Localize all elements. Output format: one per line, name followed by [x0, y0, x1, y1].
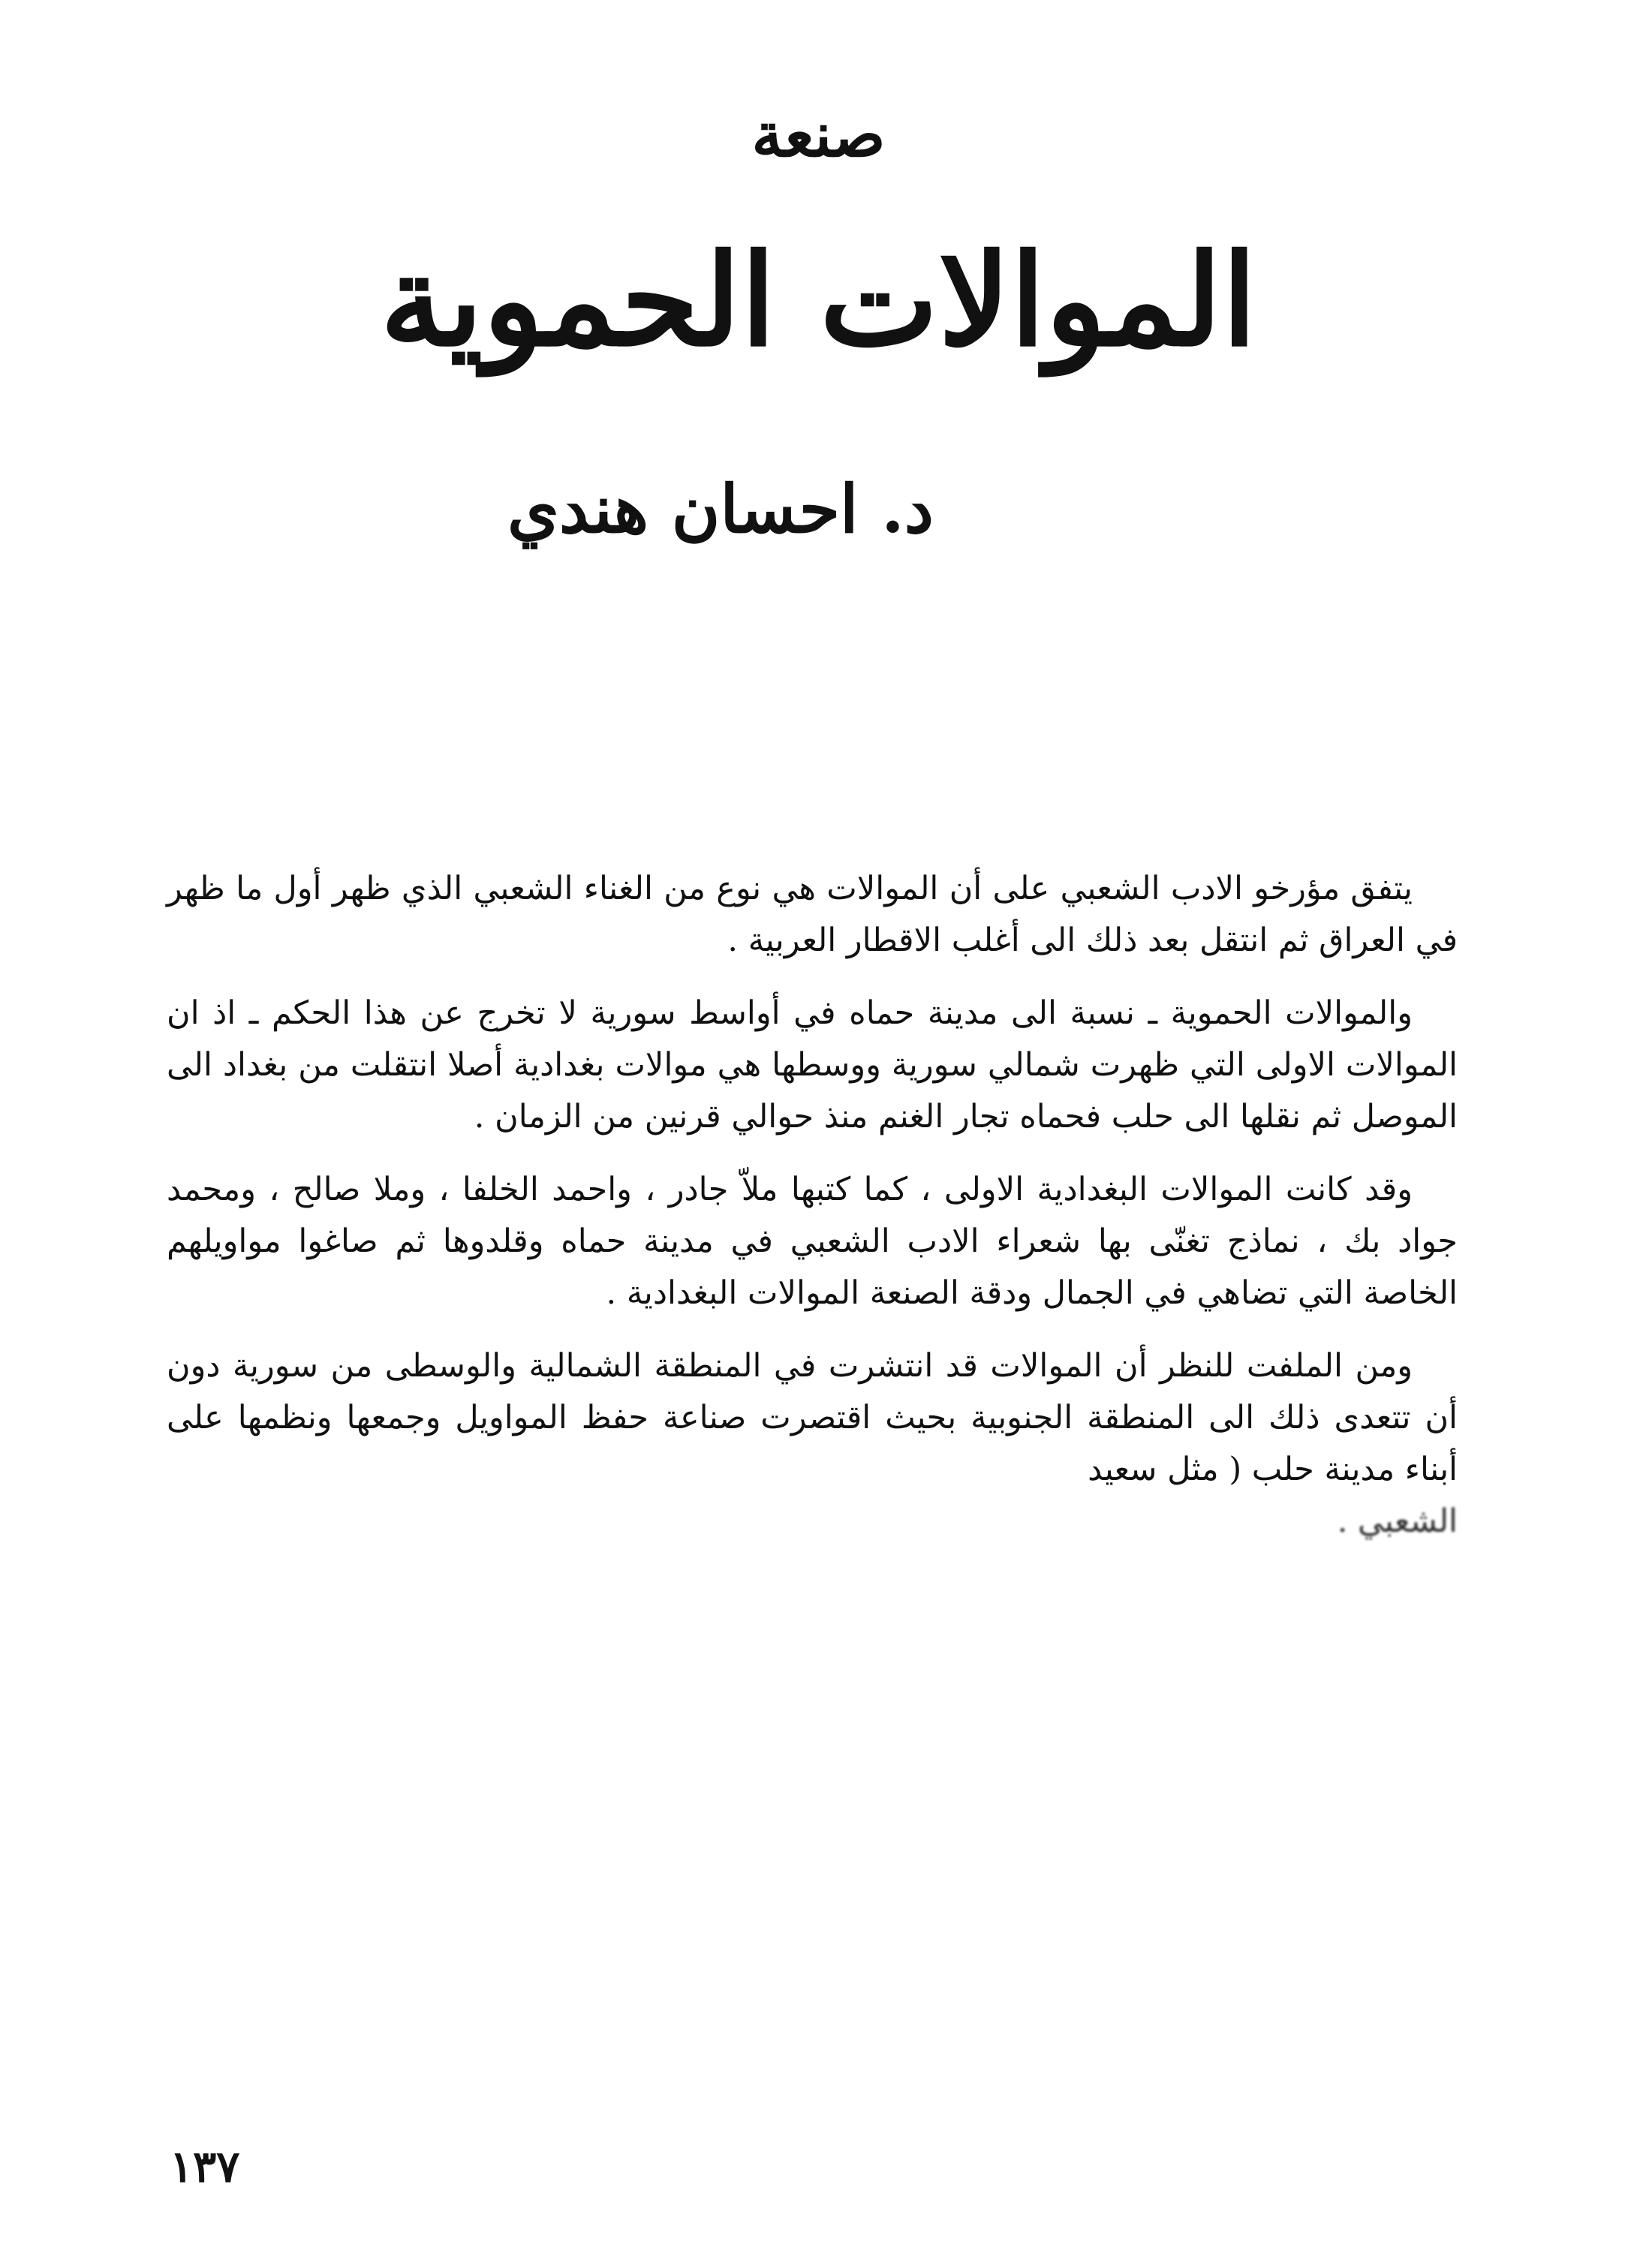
paragraph-2: والموالات الحموية ـ نسبة الى مدينة حماه في أواسط سورية لا تخرج عن هذا الحكم ـ اذ ان الموالات الاولى التي ظهرت شمالي سورية ووسطها هي موالات بغدادية أصلا انتقلت من بغداد الى الموصل ثم نقلها الى حلب فحماه تجار الغنم منذ حوالي قرنين من الزمان .	[167, 994, 1458, 1136]
article-title: الموالات الحموية	[380, 226, 1257, 374]
paragraph-4: ومن الملفت للنظر أن الموالات قد انتشرت في المنطقة الشمالية والوسطى من سورية دون أن تتعدى ذلك الى المنطقة الجنوبية بحيث اقتصرت صناعة حفظ المواويل وجمعها ونظمها على أبناء مدينة حلب ( مثل سعيد	[167, 1347, 1458, 1488]
article-body	[167, 863, 1458, 1548]
article-kicker: صنعة	[751, 99, 886, 171]
paragraph-1: يتفق مؤرخو الادب الشعبي على أن الموالات هي نوع من الغناء الشعبي الذي ظهر أول ما ظهر في العراق ثم انتقل بعد ذلك الى أغلب الاقطار العربية .	[167, 870, 1458, 959]
paragraph-3: وقد كانت الموالات البغدادية الاولى ، كما كتبها ملاّ جادر ، واحمد الخلفا ، وملا صالح ، ومحمد جواد بك ، نماذج تغنّى بها شعراء الادب الشعبي في مدينة حماه وقلدوها ثم صاغوا مواويلهم الخاصة التي تضاهي في الجمال ودقة الصنعة الموالات البغدادية .	[167, 1171, 1458, 1312]
paragraph-4-tail: الشعبي .	[1337, 1502, 1458, 1540]
blurred-text-region	[167, 1496, 1458, 1548]
page-number: ١٣٧	[170, 2141, 240, 2192]
article-author: د. احسان هندي	[507, 470, 934, 548]
